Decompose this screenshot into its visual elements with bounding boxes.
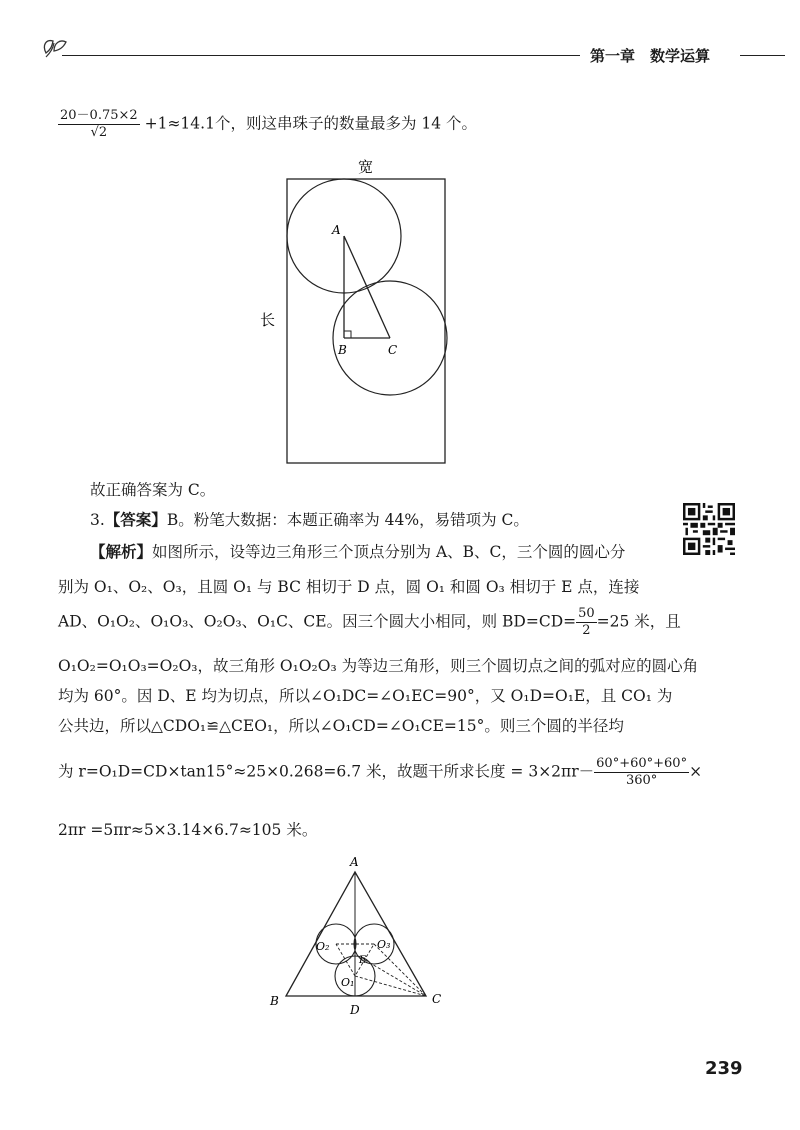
- fraction-denominator: √2: [90, 125, 108, 140]
- analysis-line6: 公共边，所以△CDO₁≌△CEO₁，所以∠O₁CD=∠O₁CE=15°。则三个圆的半径均: [58, 717, 624, 735]
- line1-text: +1≈14.1个，则这串珠子的数量最多为 14 个。: [144, 114, 478, 133]
- chapter-title: 第一章 数学运算: [590, 47, 711, 65]
- analysis-text-1: 如图所示，设等边三角形三个顶点分别为 A、B、C，三个圆的圆心分: [152, 543, 626, 561]
- figure1-width-label: 宽: [358, 158, 374, 176]
- qr-code-icon: [683, 503, 735, 555]
- analysis-line5: 均为 60°。因 D、E 均为切点，所以∠O₁DC=∠O₁EC=90°，又 O₁D=O₁E，且 CO₁ 为: [58, 687, 673, 705]
- angle-fraction: [594, 756, 689, 789]
- figure1-point-b: B: [338, 343, 347, 357]
- figure2-triangle: [286, 872, 426, 996]
- analysis-line7: [58, 756, 702, 789]
- analysis-line8: 2πr =5πr≈5×3.14×6.7≈105 米。: [58, 821, 318, 839]
- analysis-text-7a: 为 r=O₁D=CD×tan15°≈25×0.268=6.7 米，故题干所求长度 = 3×2πr－: [58, 762, 595, 781]
- angle-fraction-numerator: 60°+60°+60°: [596, 756, 688, 771]
- page-number: 239: [705, 1058, 743, 1079]
- line1-fraction: [58, 108, 140, 141]
- figure2-point-o3: O₃: [377, 938, 391, 951]
- analysis-text-7b: ×: [689, 762, 703, 781]
- figure1-point-a: A: [332, 223, 341, 237]
- figure2-point-b: B: [270, 994, 279, 1008]
- fraction-numerator: 20－0.75×2: [60, 108, 138, 123]
- conclusion-text: 故正确答案为 C。: [90, 481, 216, 499]
- analysis-text-3b: =25 米，且: [596, 612, 681, 631]
- figure2-point-d: D: [350, 1003, 360, 1017]
- figure1-rectangle: [287, 179, 445, 463]
- line1-paragraph: [58, 108, 477, 141]
- triangle-circles-figure: [258, 850, 458, 1022]
- question-number: 3.: [90, 511, 105, 529]
- figure1-point-c: C: [388, 343, 398, 357]
- bd-fraction-denominator: 2: [582, 623, 591, 638]
- bd-fraction: [576, 606, 597, 639]
- header-rule-right: [740, 55, 785, 56]
- angle-fraction-denominator: 360°: [625, 773, 658, 788]
- figure2-point-e: E: [359, 955, 367, 966]
- analysis-line2: 别为 O₁、O₂、O₃，且圆 O₁ 与 BC 相切于 D 点，圆 O₁ 和圆 O₃ 相切于 E 点，连接: [58, 578, 640, 596]
- figure1-length-label: 长: [260, 311, 276, 329]
- header-rule-left: [62, 55, 580, 56]
- figure1-right-angle-mark: [344, 331, 351, 338]
- figure2-point-c: C: [432, 992, 442, 1006]
- analysis-line4: O₁O₂=O₁O₃=O₂O₃，故三角形 O₁O₂O₃ 为等边三角形，则三个圆切点之间的弧对应的圆心角: [58, 657, 699, 675]
- figure2-point-o2: O₂: [316, 940, 330, 953]
- figure2-point-o1: O₁: [341, 976, 355, 989]
- analysis-line1: [90, 540, 625, 564]
- bd-fraction-numerator: 50: [578, 606, 595, 621]
- question3-answer: [90, 508, 529, 532]
- analysis-text-3a: AD、O₁O₂、O₁O₃、O₂O₃、O₁C、CE。因三个圆大小相同，则 BD=CD=: [58, 612, 577, 631]
- figure2-point-a: A: [350, 855, 359, 869]
- analysis-tag: 【解析】: [90, 543, 153, 561]
- answer-text: B。粉笔大数据：本题正确率为 44%，易错项为 C。: [166, 511, 529, 529]
- analysis-line3: [58, 606, 681, 639]
- figure1-line-ac: [344, 236, 390, 338]
- rectangle-circles-figure: [250, 155, 460, 475]
- answer-tag: 【答案】: [104, 511, 167, 529]
